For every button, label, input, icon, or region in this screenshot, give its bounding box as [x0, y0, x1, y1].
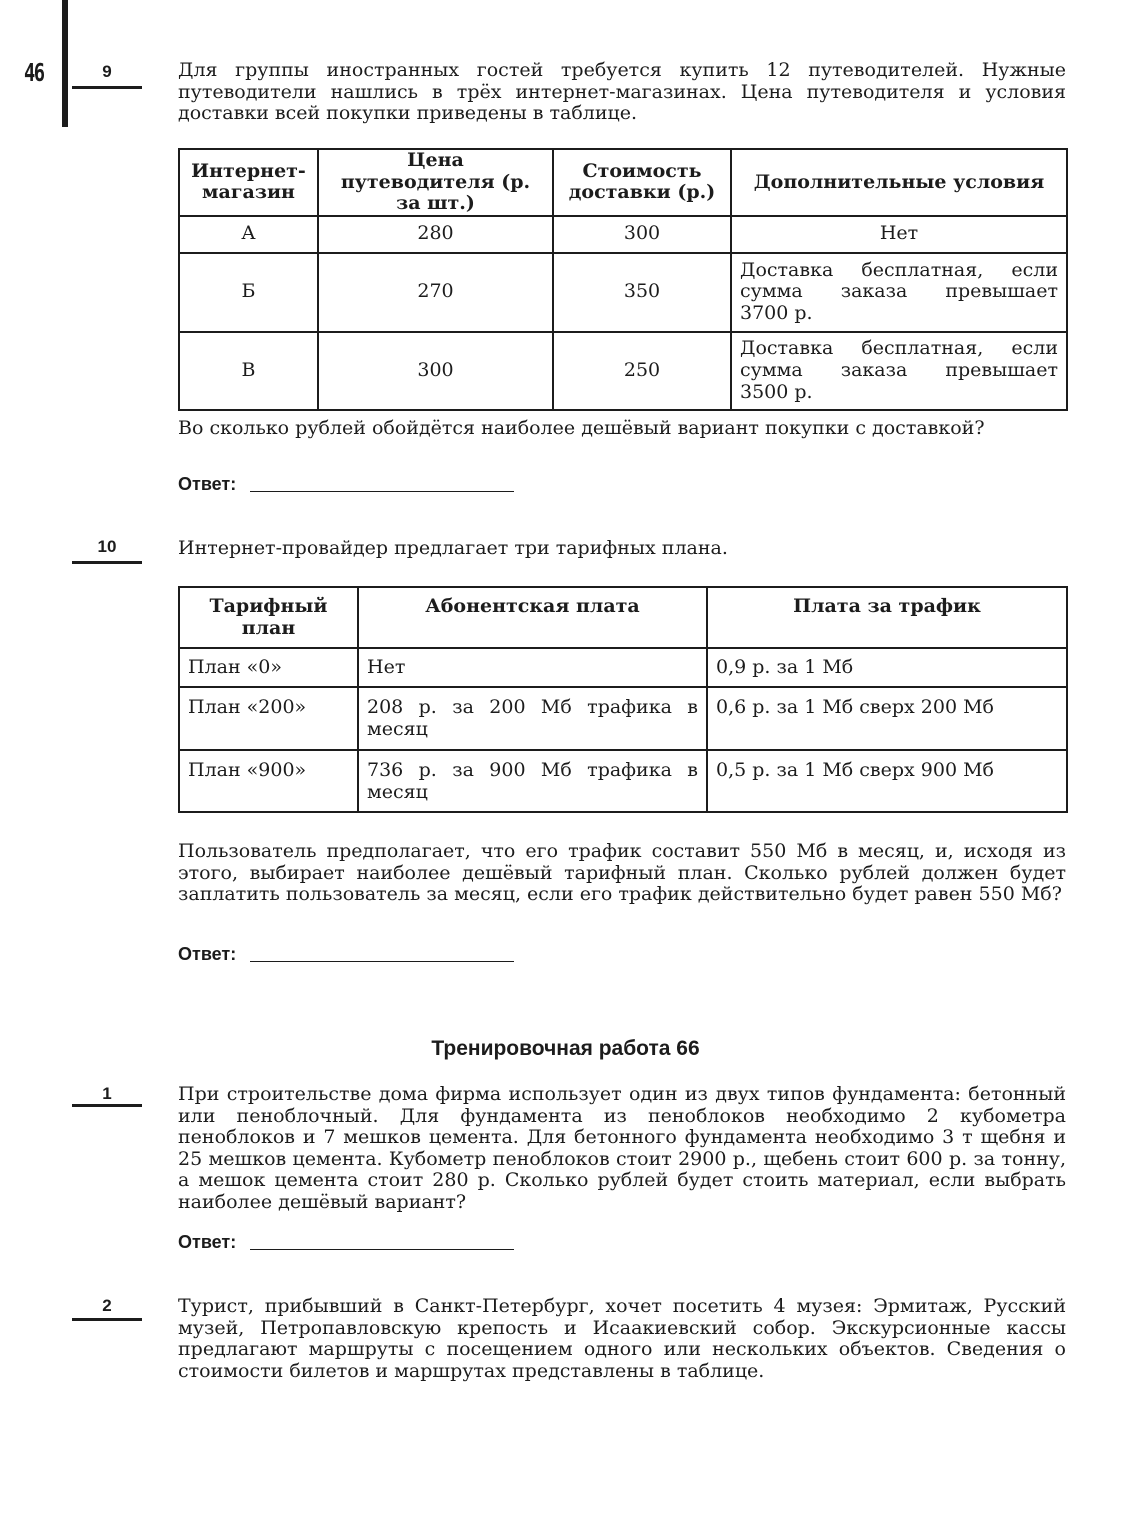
answer-field[interactable] [250, 1249, 514, 1251]
table-row [179, 750, 1067, 812]
task-1-answer [178, 1232, 514, 1253]
cell-delivery: 250 [553, 332, 731, 410]
cell-price: 300 [318, 332, 553, 410]
header-delivery: Стоимость доставки (р.) [553, 149, 731, 216]
task-10-answer [178, 944, 514, 965]
cell-shop: В [179, 332, 318, 410]
task-9-number: 9 [102, 62, 112, 81]
task-2-underline [72, 1318, 142, 1321]
task-1-underline [72, 1104, 142, 1107]
task-10-question: Пользователь предполагает, что его трафик составит 550 Мб в месяц, и, исходя из этого, выбирает наиболее дешёвый тарифный план. Сколько рублей должен будет заплатить пользователь за месяц, если его трафик действительно будет равен 550 Мб? [178, 840, 1066, 906]
answer-label: Ответ: [178, 944, 237, 964]
cell-delivery: 300 [553, 216, 731, 253]
table-row [179, 253, 1067, 332]
table-header-row [179, 149, 1067, 216]
cell-fee: 736 р. за 900 Мб трафика в месяц [358, 750, 707, 812]
cell-conditions [731, 332, 1067, 410]
answer-label: Ответ: [178, 1232, 237, 1252]
task-1-text: При строительстве дома фирма использует один из двух типов фундамента: бетонный или пеноблочный. Для фундамента из пеноблоков необходимо 2 кубометра пеноблоков и 7 мешков цемента. Для бетонного фундамента необходимо 3 т щебня и 25 мешков цемента. Кубометр пеноблоков стоит 2900 р., щебень стоит 600 р. за тонну, а мешок цемента стоит 280 р. Сколько рублей будет стоить материал, если выбрать наиболее дешёвый вариант? [178, 1083, 1066, 1213]
cell-plan: План «200» [179, 687, 358, 750]
cell-plan: План «900» [179, 750, 358, 812]
header-shop: Интернет-магазин [179, 149, 318, 216]
task-10-table [178, 586, 1068, 813]
task-10-underline [72, 561, 142, 564]
table-row [179, 332, 1067, 410]
cell-shop: А [179, 216, 318, 253]
task-9-question: Во сколько рублей обойдётся наиболее дешёвый вариант покупки с доставкой? [178, 417, 985, 439]
header-fee: Абонентская плата [358, 587, 707, 648]
answer-label: Ответ: [178, 474, 237, 494]
cell-price: 270 [318, 253, 553, 332]
cell-traffic: 0,9 р. за 1 Мб [707, 648, 1067, 687]
task-2-text: Турист, прибывший в Санкт-Петербург, хочет посетить 4 музея: Эрмитаж, Русский музей, Петропавловскую крепость и Исаакиевский собор. Экскурсионные кассы предлагают маршруты с посещением одного или нескольких объектов. Сведения о стоимости билетов и маршрутах представлены в таблице. [178, 1295, 1066, 1382]
task-9-text: Для группы иностранных гостей требуется купить 12 путеводителей. Нужные путеводители нашлись в трёх интернет-магазинах. Цена путеводителя и условия доставки всей покупки приведены в таблице. [178, 59, 1066, 125]
section-title: Тренировочная работа 66 [431, 1037, 700, 1060]
cell-conditions: Нет [731, 216, 1067, 253]
answer-field[interactable] [250, 961, 514, 963]
conditions-amount: 3700 р. [740, 302, 813, 325]
conditions-text: Доставка бесплатная, если сумма заказа превышает [740, 258, 1058, 303]
task-1-number: 1 [102, 1084, 112, 1103]
cell-fee: 208 р. за 200 Мб трафика в месяц [358, 687, 707, 750]
cell-delivery: 350 [553, 253, 731, 332]
conditions-text: Доставка бесплатная, если сумма заказа превышает [740, 337, 1058, 381]
cell-shop: Б [179, 253, 318, 332]
cell-price: 280 [318, 216, 553, 253]
table-row [179, 687, 1067, 750]
table-header-row [179, 587, 1067, 648]
header-conditions: Дополнительные условия [731, 149, 1067, 216]
conditions-amount: 3500 р. [740, 380, 813, 403]
table-row [179, 216, 1067, 253]
cell-conditions [731, 253, 1067, 332]
header-plan: Тарифный план [179, 587, 358, 648]
cell-traffic: 0,6 р. за 1 Мб сверх 200 Мб [707, 687, 1067, 750]
task-10-text: Интернет-провайдер предлагает три тарифных плана. [178, 537, 728, 559]
table-row [179, 648, 1067, 687]
margin-bar [62, 0, 68, 127]
task-9-table [178, 148, 1068, 411]
task-10-number: 10 [97, 537, 117, 556]
task-9-underline [72, 86, 142, 89]
cell-traffic: 0,5 р. за 1 Мб сверх 900 Мб [707, 750, 1067, 812]
answer-field[interactable] [250, 491, 514, 493]
task-9-answer [178, 474, 514, 495]
page-number: 46 [24, 58, 44, 87]
cell-fee: Нет [358, 648, 707, 687]
header-traffic: Плата за трафик [707, 587, 1067, 648]
header-price: Цена путеводителя (р. за шт.) [318, 149, 553, 216]
task-2-number: 2 [102, 1296, 112, 1315]
cell-plan: План «0» [179, 648, 358, 687]
